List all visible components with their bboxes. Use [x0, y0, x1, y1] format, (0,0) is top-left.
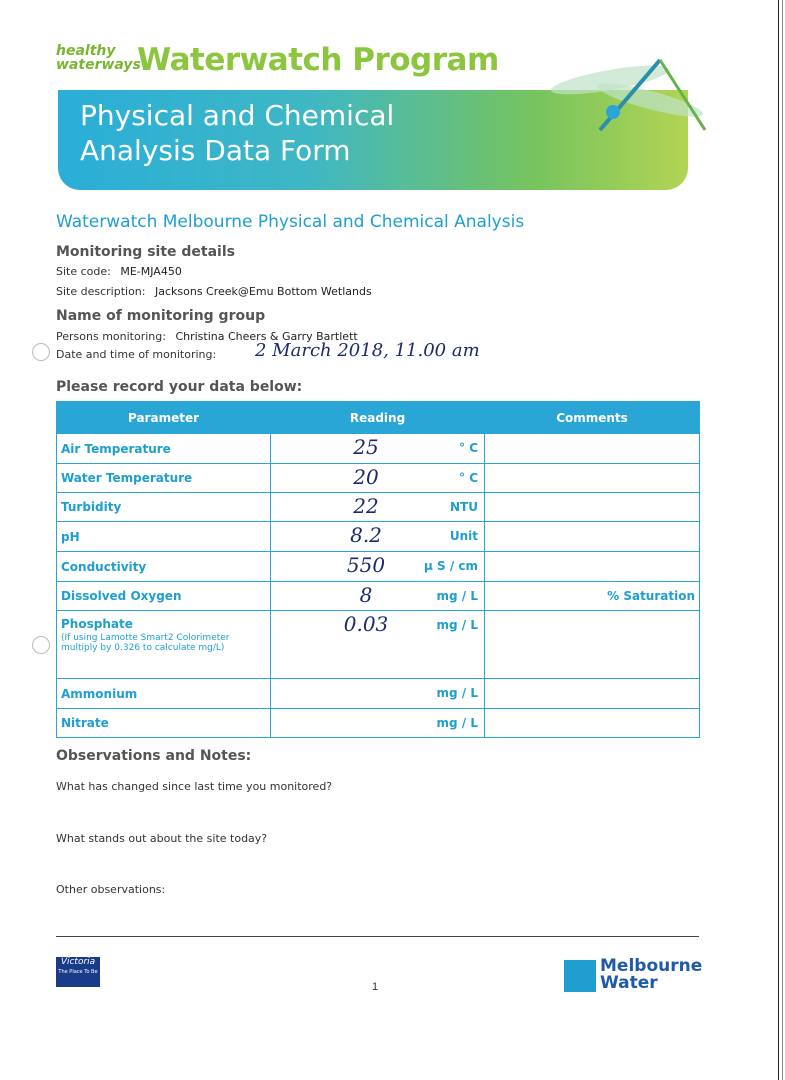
site-description-label: Site description: [56, 285, 146, 298]
table-row [57, 552, 700, 582]
reading-cell[interactable] [271, 493, 485, 522]
reading-value: 8 [359, 583, 373, 607]
program-title: Waterwatch Program [137, 42, 499, 78]
site-description-value: Jacksons Creek@Emu Bottom Wetlands [154, 285, 372, 298]
param-cell: Conductivity [57, 552, 271, 582]
param-cell: Ammonium [57, 679, 271, 709]
table-row [57, 522, 700, 552]
comment-cell[interactable] [485, 493, 700, 522]
observation-question-other: Other observations: [56, 883, 166, 896]
reading-value: 550 [346, 553, 386, 577]
persons-label: Persons monitoring: [56, 330, 166, 343]
comment-cell[interactable] [485, 611, 700, 679]
unit-label: ° C [459, 441, 478, 455]
param-cell: Nitrate [57, 709, 271, 738]
observation-question-changed: What has changed since last time you monitored? [56, 780, 333, 793]
param-cell: Air Temperature [57, 434, 271, 464]
header-parameter: Parameter [57, 402, 271, 434]
param-name: Phosphate [61, 617, 133, 631]
unit-label: mg / L [436, 716, 478, 730]
melbourne-water-icon [564, 960, 596, 992]
record-heading: Please record your data below: [56, 379, 303, 395]
comment-cell[interactable] [485, 522, 700, 552]
datetime-value: 2 March 2018, 11.00 am [255, 340, 480, 361]
table-row [57, 434, 700, 464]
unit-label: μ S / cm [423, 559, 478, 573]
comment-cell[interactable]: % Saturation [485, 582, 700, 611]
table-row [57, 464, 700, 493]
unit-label: mg / L [436, 589, 478, 603]
unit-label: Unit [449, 529, 478, 543]
reading-cell[interactable] [271, 464, 485, 493]
unit-label: mg / L [436, 618, 478, 632]
header-comments: Comments [485, 402, 700, 434]
section-title: Waterwatch Melbourne Physical and Chemical Analysis [56, 212, 525, 232]
table-row [57, 709, 700, 738]
page-edge-shadow [782, 0, 783, 1080]
reading-value: 0.03 [343, 612, 389, 636]
comment-cell[interactable] [485, 552, 700, 582]
table-row [57, 611, 700, 679]
reading-value: 20 [353, 465, 379, 489]
param-cell: pH [57, 522, 271, 552]
page-number: 1 [372, 981, 379, 993]
reading-cell[interactable] [271, 582, 485, 611]
param-cell: Turbidity [57, 493, 271, 522]
reading-cell[interactable] [271, 552, 485, 582]
comment-cell[interactable] [485, 464, 700, 493]
reading-cell[interactable] [271, 522, 485, 552]
data-table [56, 401, 700, 738]
unit-label: mg / L [436, 686, 478, 700]
param-cell: Water Temperature [57, 464, 271, 493]
reading-value: 25 [353, 435, 379, 459]
table-row [57, 493, 700, 522]
comment-cell[interactable] [485, 709, 700, 738]
reading-value: 22 [353, 494, 379, 518]
reading-cell[interactable] [271, 679, 485, 709]
site-code-label: Site code: [56, 265, 111, 278]
reading-cell[interactable] [271, 434, 485, 464]
victoria-logo: Victoria The Place To Be [56, 957, 100, 987]
healthy-waterways-logo: healthy waterways [56, 43, 141, 73]
site-code-row [56, 265, 182, 278]
comment-cell[interactable] [485, 434, 700, 464]
reading-value: 8.2 [350, 523, 382, 547]
observation-question-stands-out: What stands out about the site today? [56, 832, 268, 845]
footer-divider [56, 936, 699, 937]
reading-cell[interactable] [271, 709, 485, 738]
site-description-row [56, 285, 372, 298]
param-cell [57, 611, 271, 679]
comment-cell[interactable] [485, 679, 700, 709]
param-cell: Dissolved Oxygen [57, 582, 271, 611]
unit-label: ° C [459, 471, 478, 485]
reading-cell[interactable] [271, 611, 485, 679]
table-row [57, 582, 700, 611]
header-reading: Reading [271, 402, 485, 434]
persons-value: Christina Cheers & Garry Bartlett [175, 330, 358, 343]
datetime-label: Date and time of monitoring: [56, 348, 217, 361]
melbourne-water-logo: Melbourne Water [600, 956, 703, 993]
dragonfly-icon [540, 40, 720, 140]
page-edge [778, 0, 779, 1080]
observations-heading: Observations and Notes: [56, 748, 252, 764]
punch-hole [32, 636, 50, 654]
punch-hole [32, 343, 50, 361]
form-title: Physical and Chemical Analysis Data Form [80, 99, 395, 167]
table-row [57, 679, 700, 709]
site-details-heading: Monitoring site details [56, 244, 235, 260]
group-heading: Name of monitoring group [56, 308, 266, 324]
param-note: (If using Lamotte Smart2 Colorimeter multiply by 0.326 to calculate mg/L) [61, 633, 230, 653]
site-code-value: ME-MJA450 [120, 265, 182, 278]
unit-label: NTU [450, 500, 478, 514]
